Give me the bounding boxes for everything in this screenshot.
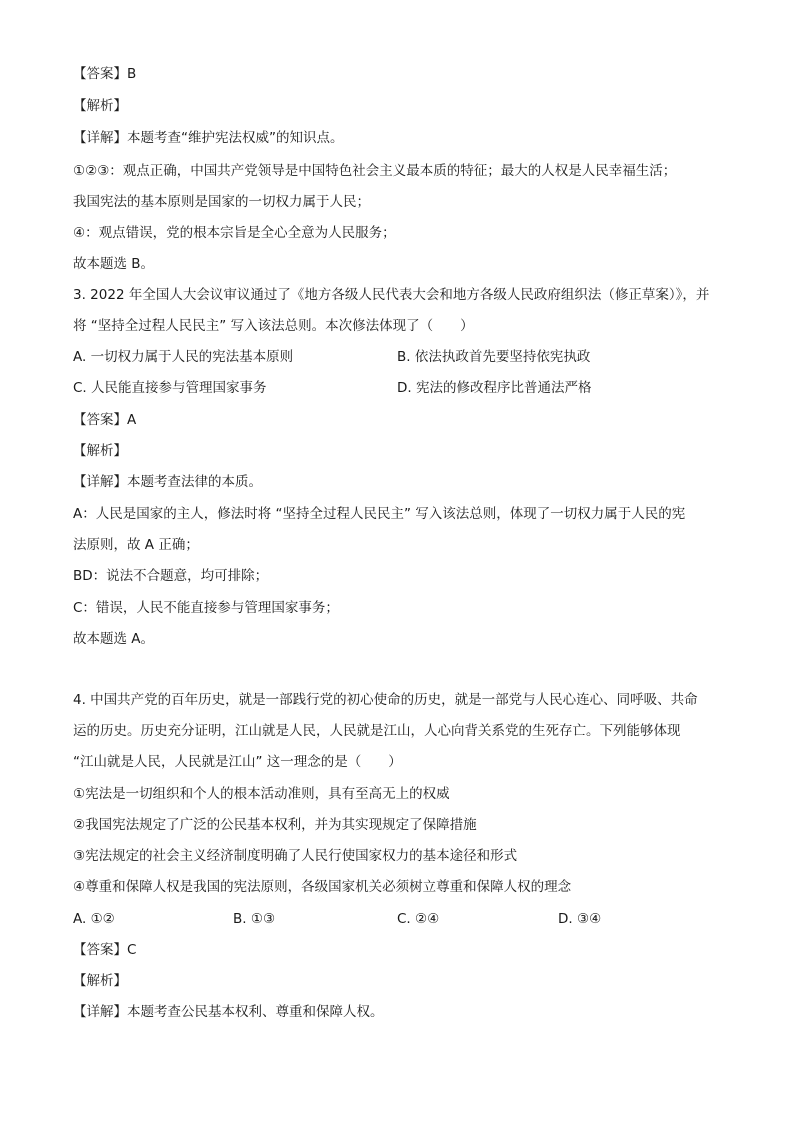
q4-option-d: D. ③④ bbox=[558, 911, 602, 927]
q4-stem-line-3: “江山就是人民，人民就是江山” 这一理念的是（ ） bbox=[73, 754, 402, 770]
q2-conclusion: 故本题选 B。 bbox=[73, 256, 155, 272]
q3-analysis-heading: 【解析】 bbox=[73, 443, 127, 459]
q4-stem-line-2: 运的历史。历史充分证明，江山就是人民，人民就是江山，人心向背关系党的生死存亡。下列能够体现 bbox=[73, 723, 681, 739]
q4-statement-3: ③宪法规定的社会主义经济制度明确了人民行使国家权力的基本途径和形式 bbox=[73, 848, 518, 864]
q3-option-a: A. 一切权力属于人民的宪法基本原则 bbox=[73, 349, 294, 365]
q3-option-c: C. 人民能直接参与管理国家事务 bbox=[73, 380, 267, 396]
q3-analysis-label: 解析 bbox=[86, 443, 114, 459]
q4-detail: 【详解】本题考查公民基本权利、尊重和保障人权。 bbox=[73, 1004, 384, 1020]
q3-stem-line-2: 将 “坚持全过程人民民主” 写入该法总则。本次修法体现了（ ） bbox=[73, 318, 474, 334]
q4-analysis-label: 解析 bbox=[86, 973, 114, 989]
q4-stem-line-1: 4. 中国共产党的百年历史，就是一部践行党的初心使命的历史，就是一部党与人民心连心、同呼吸、共命 bbox=[73, 692, 698, 708]
q2-detail: 【详解】本题考查“维护宪法权威”的知识点。 bbox=[73, 130, 344, 146]
q3-option-b: B. 依法执政首先要坚持依宪执政 bbox=[397, 349, 591, 365]
q4-answer: 【答案】C bbox=[73, 942, 137, 958]
q4-option-c: C. ②④ bbox=[397, 911, 440, 927]
q2-answer: 【答案】B bbox=[73, 66, 137, 82]
q3-explanation-2: 法原则，故 A 正确； bbox=[73, 537, 199, 553]
q4-statement-2: ②我国宪法规定了广泛的公民基本权利，并为其实现规定了保障措施 bbox=[73, 817, 477, 833]
q4-statement-1: ①宪法是一切组织和个人的根本活动准则，具有至高无上的权威 bbox=[73, 786, 450, 802]
q3-conclusion: 故本题选 A。 bbox=[73, 631, 155, 647]
q4-statement-4: ④尊重和保障人权是我国的宪法原则，各级国家机关必须树立尊重和保障人权的理念 bbox=[73, 879, 572, 895]
q3-stem-line-1: 3. 2022 年全国人大会议审议通过了《地方各级人民代表大会和地方各级人民政府组织法（修正草案）》，并 bbox=[73, 287, 710, 303]
q2-explanation-2: 我国宪法的基本原则是国家的一切权力属于人民； bbox=[73, 194, 370, 210]
q3-option-d: D. 宪法的修改程序比普通法严格 bbox=[397, 380, 592, 396]
q2-explanation-3: ④：观点错误，党的根本宗旨是全心全意为人民服务； bbox=[73, 225, 396, 241]
q4-analysis-heading: 【解析】 bbox=[73, 973, 127, 989]
q3-explanation-3: BD：说法不合题意，均可排除； bbox=[73, 568, 269, 584]
q2-explanation-1: ①②③：观点正确，中国共产党领导是中国特色社会主义最本质的特征；最大的人权是人民幸福生活； bbox=[73, 163, 677, 179]
q2-analysis-heading: 【解析】 bbox=[73, 98, 127, 114]
q3-detail: 【详解】本题考查法律的本质。 bbox=[73, 474, 262, 490]
q3-explanation-1: A：人民是国家的主人，修法时将 “坚持全过程人民民主” 写入该法总则，体现了一切权力属于人民的宪 bbox=[73, 506, 686, 522]
q3-answer: 【答案】A bbox=[73, 412, 137, 428]
q3-explanation-4: C：错误，人民不能直接参与管理国家事务； bbox=[73, 600, 339, 616]
q2-analysis-label: 解析 bbox=[86, 98, 114, 114]
q4-option-a: A. ①② bbox=[73, 911, 115, 927]
q4-option-b: B. ①③ bbox=[233, 911, 276, 927]
